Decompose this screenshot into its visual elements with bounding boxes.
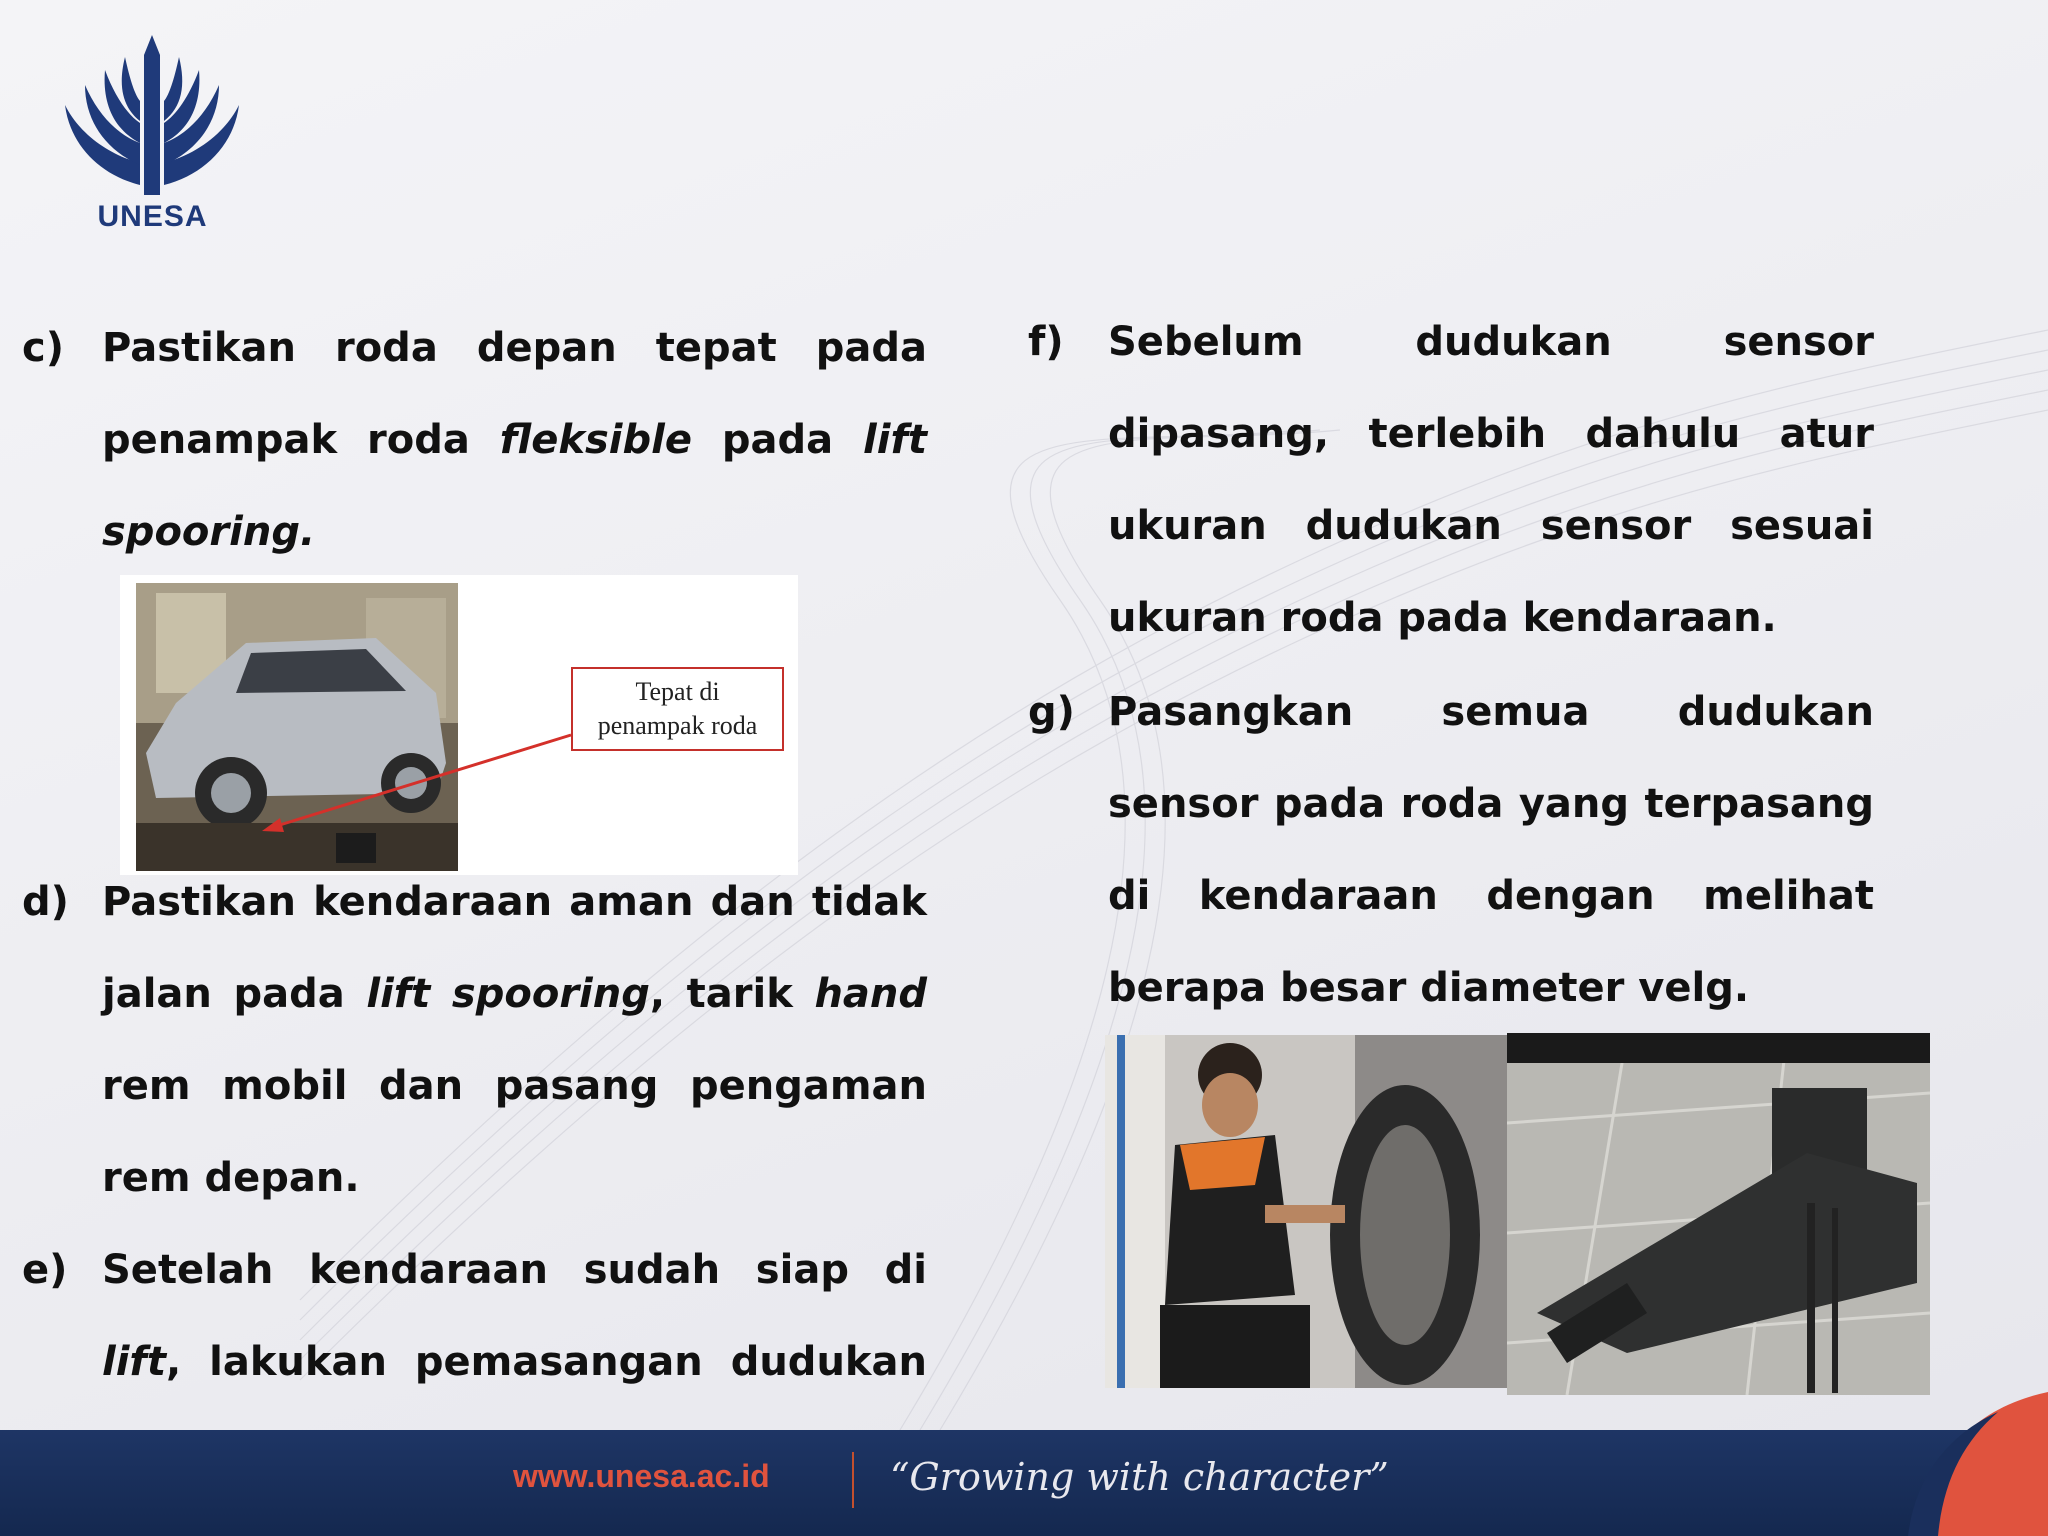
step-f-text: Sebelum dudukan sensor dipasang, terlebih dahulu atur ukuran dudukan sensor sesuai ukuran roda pada kendaraan.	[1108, 319, 1874, 641]
sensor-bracket-closeup-photo	[1507, 1033, 1930, 1395]
footer-tagline: “Growing with character”	[890, 1455, 1389, 1499]
footer-url-link[interactable]: www.unesa.ac.id	[513, 1458, 770, 1494]
step-c-marker: c)	[22, 325, 64, 371]
step-c-italic-2: lift spooring.	[102, 417, 927, 555]
step-c-text	[102, 302, 927, 578]
unesa-emblem-icon	[60, 35, 245, 205]
unesa-logo	[60, 35, 245, 235]
step-c-text-2: pada	[691, 417, 864, 463]
logo-text: UNESA	[97, 200, 208, 233]
step-d-text-2: , tarik	[649, 971, 815, 1017]
car-on-lift-photo	[136, 583, 458, 871]
callout-line-2: penampak roda	[597, 711, 758, 740]
step-e-italic-1: lift	[102, 1339, 166, 1385]
step-c-text-1: Pastikan roda depan tepat pada penampak roda	[102, 325, 927, 463]
step-d-italic-2: hand	[814, 971, 928, 1017]
step-c-italic-1: fleksible	[499, 417, 692, 463]
step-g-text: Pasangkan semua dudukan sensor pada roda yang terpasang di kendaraan dengan melihat berapa besar diameter velg.	[1108, 689, 1874, 1011]
step-d-text-3: rem mobil dan pasang pengaman rem depan.	[102, 1063, 927, 1201]
footer-divider	[852, 1452, 854, 1508]
step-d-italic-1: lift spooring	[366, 971, 650, 1017]
technician-mounting-sensor-photo	[1105, 1035, 1507, 1388]
step-d-marker: d)	[22, 879, 69, 925]
step-e-text-2: , lakukan pemasangan dudukan	[165, 1339, 927, 1385]
step-e-marker: e)	[22, 1247, 68, 1293]
step-e-text-1: Setelah kendaraan sudah siap di	[102, 1247, 927, 1293]
step-f-marker: f)	[1028, 319, 1064, 365]
step-g-marker: g)	[1028, 689, 1075, 735]
callout-line-1: Tepat di	[635, 677, 720, 706]
footer-accent-shape	[1908, 1392, 2048, 1536]
callout-box	[571, 667, 784, 751]
step-d-text	[102, 856, 927, 1224]
step-d-text-1: Pastikan kendaraan aman dan tidak jalan pada	[102, 879, 927, 1017]
